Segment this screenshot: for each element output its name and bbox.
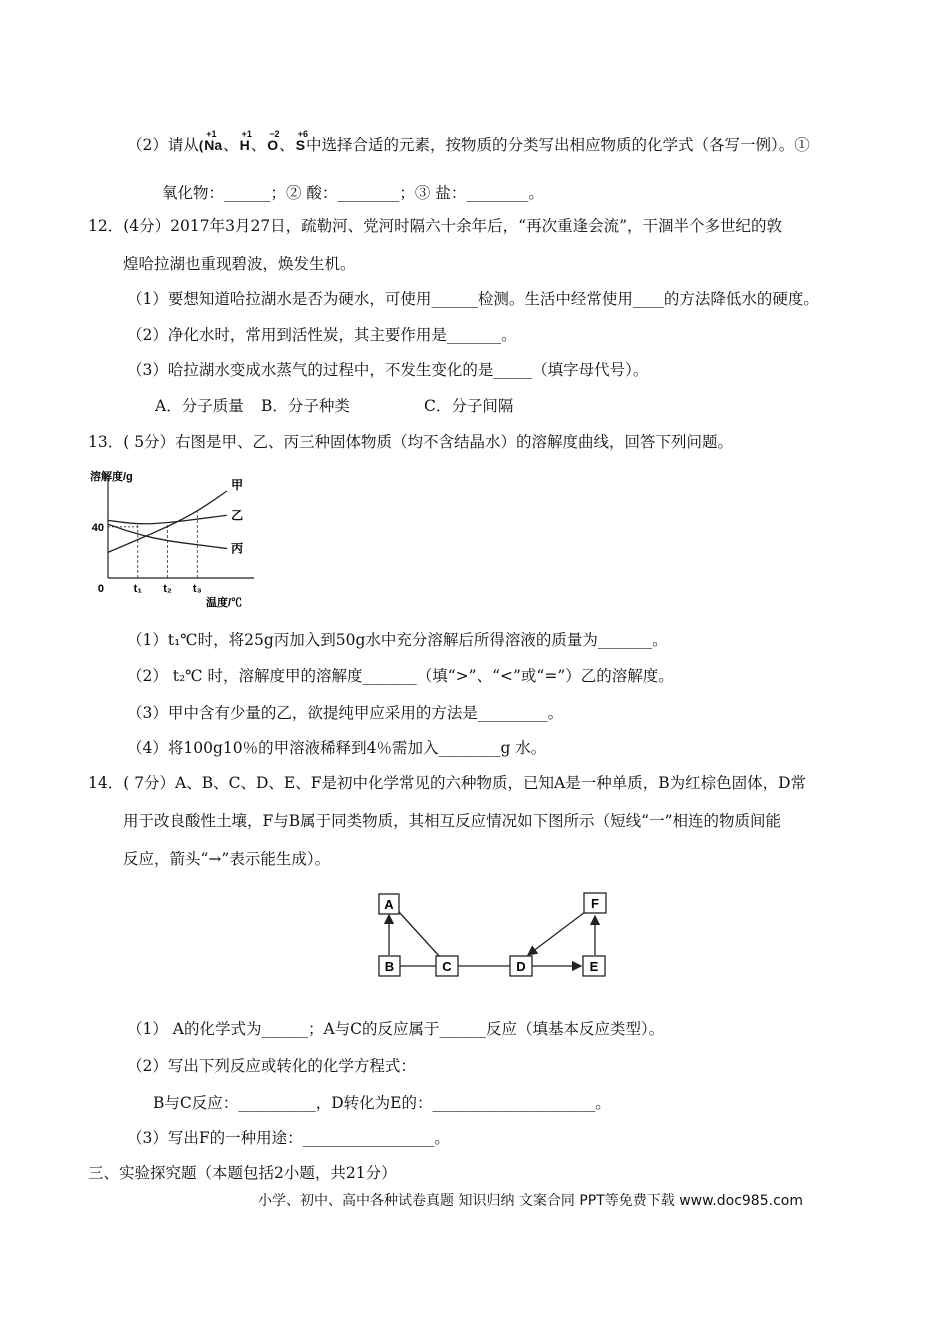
x-tick-label-3: t₃ [192,583,202,595]
q12-option-b: B．分子种类 [261,397,350,415]
series-line-1 [108,491,227,552]
node-a [379,894,399,914]
element-na: +1 Na [204,129,223,153]
y-axis-title: 溶解度/g [90,471,133,483]
q12-option-a: A．分子质量 [155,397,244,415]
q12-stem-1: 12．(4分）2017年3月27日，疏勒河、党河时隔六十余年后，“再次重逢会流”，干涸半个多世纪的敦 [88,217,783,235]
series-line-2 [108,515,227,523]
edge-a-c [399,912,440,957]
svg-text:A: A [384,897,394,912]
series-label-1: 甲 [231,477,244,492]
series-label-2: 乙 [231,508,244,523]
chart-labels [90,469,243,609]
series-label-3: 丙 [231,541,244,556]
svg-text:E: E [589,959,599,974]
q13-sub-4: （4）将100g10％的甲溶液稀释到4％需加入________g 水。 [127,739,547,757]
element-s: +6 S [295,129,308,153]
q12-sub-1: （1）要想知道哈拉湖水是否为硬水，可使用______检测。生活中经常使用____的方法降低水的硬度。 [127,290,819,308]
chart-series [108,491,227,552]
x-tick-label-2: t₂ [163,583,172,595]
node-b [379,956,400,976]
x-tick-label-1: t₁ [133,583,142,595]
node-e [583,956,605,976]
q13-sub-3: （3）甲中含有少量的乙，欲提纯甲应采用的方法是_________。 [127,704,564,722]
q12-sub-2: （2）净化水时，常用到活性炭，其主要作用是_______。 [127,326,517,344]
q12-sub-3: （3）哈拉湖水变成水蒸气的过程中，不发生变化的是_____（填字母代号）。 [127,361,649,379]
q12-option-c: C．分子间隔 [424,397,514,415]
x-axis-title: 温度/℃ [206,597,243,609]
element-list: ( [198,138,204,153]
q11-blanks: 氧化物：______；② 酸：________；③ 盐：________。 [162,184,544,202]
q13-sub-2: （2） t₂℃ 时，溶解度甲的溶解度_______（填“>”、“<”或“=”）乙的溶解度。 [127,667,674,685]
chart-axes [108,478,254,578]
q14-stem-3: 反应，箭头“→”表示能生成）。 [123,850,331,868]
q14-sub-1: （1） A的化学式为______；A与C的反应属于______反应（填基本反应类型）。 [127,1020,665,1038]
page-footer: 小学、初中、高中各种试卷真题 知识归纳 文案合同 PPT等免费下载 www.doc985.com [258,1193,803,1209]
node-c [436,956,458,976]
origin-label: 0 [97,583,104,595]
svg-text:D: D [516,959,526,974]
svg-text:C: C [442,959,452,974]
q13-sub-1: （1）t₁℃时，将25g丙加入到50g水中充分溶解后所得溶液的质量为_______。 [127,631,668,649]
q14-sub-2: （2）写出下列反应或转化的化学方程式： [127,1057,416,1075]
svg-text:F: F [591,896,599,911]
element-o: −2 O [267,129,280,153]
node-f [584,893,606,913]
q14-sub-3: （3）写出F的一种用途：_________________。 [127,1129,450,1147]
node-d [510,956,532,976]
q11-prefix: （2）请从 [127,136,199,154]
reaction-diagram [366,882,614,982]
q11-part2-line1: （2）请从( +1 Na、 +1 H、 −2 O、 +6 S中选择合适的元素，按物质的分类写出相应物质的化学式（各写一例）。① [127,129,810,154]
edge-f-to-d [528,912,585,955]
section-3-heading: 三、实验探究题（本题包括2小题，共21分） [88,1164,397,1182]
q12-stem-2: 煌哈拉湖也重现碧波，焕发生机。 [123,255,356,273]
y-tick-label: 40 [91,521,104,534]
q11-suffix: 中选择合适的元素，按物质的分类写出相应物质的化学式（各写一例）。① [306,136,810,154]
element-h: +1 H [239,129,252,153]
q14-stem-1: 14．( 7分）A、B、C、D、E、F是初中化学常见的六种物质，已知A是一种单质，B为红棕色固体，D常 [88,774,807,792]
q14-sub-2a: B与C反应：__________，D转化为E的：_____________________。 [153,1094,611,1112]
svg-text:B: B [384,959,395,974]
q13-stem: 13．( 5分）右图是甲、乙、丙三种固体物质（均不含结晶水）的溶解度曲线，回答下列问题。 [88,433,734,451]
solubility-chart [86,468,262,614]
q14-stem-2: 用于改良酸性土壤，F与B属于同类物质，其相互反应情况如下图所示（短线“一”相连的物质间能 [123,812,781,830]
